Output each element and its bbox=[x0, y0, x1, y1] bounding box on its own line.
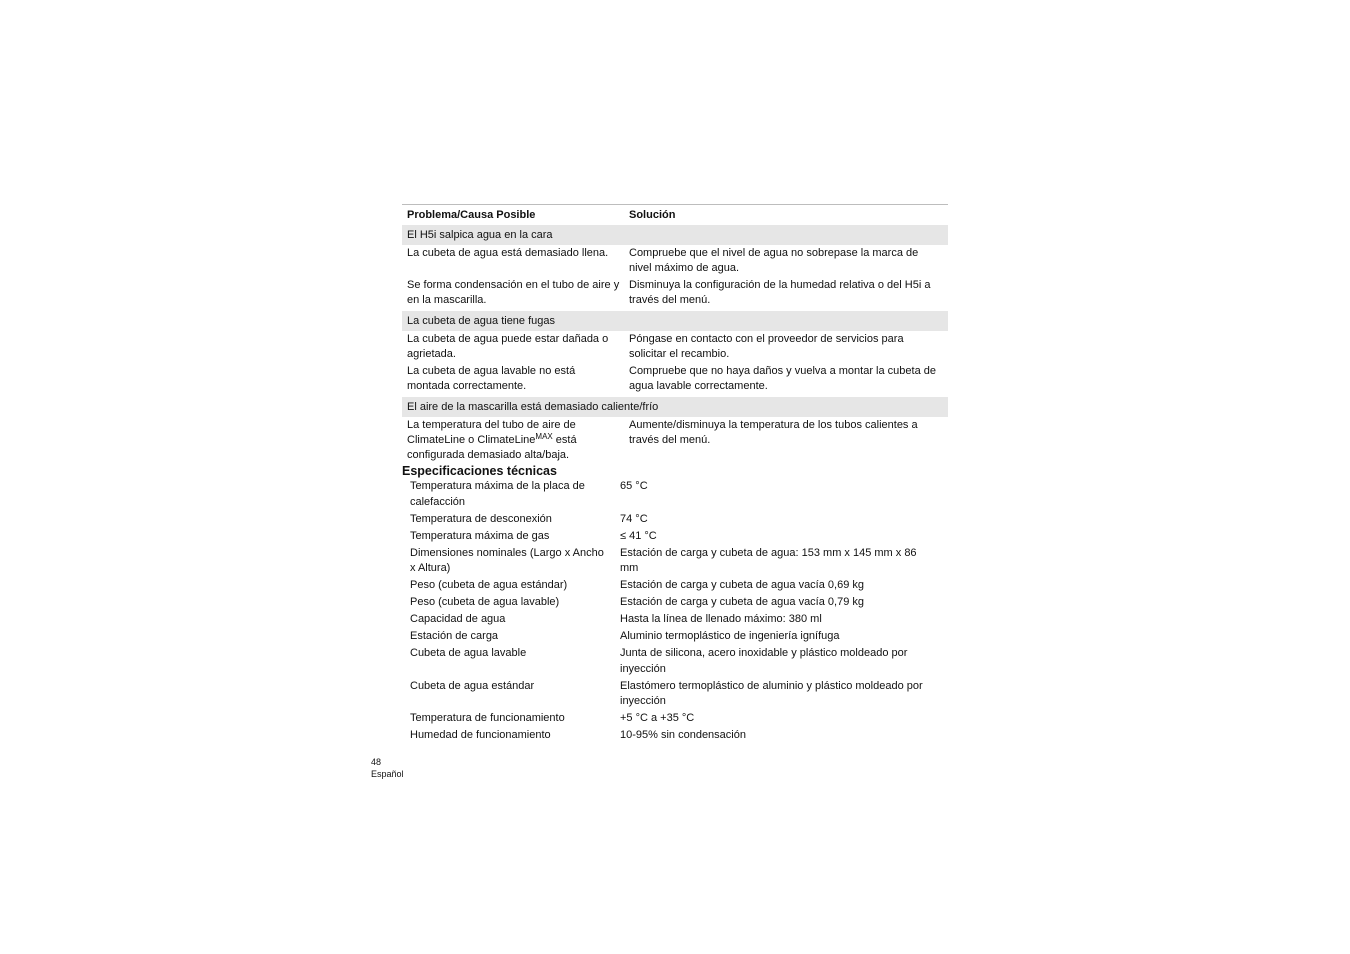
table-header bbox=[402, 205, 948, 225]
header-solution: Solución bbox=[629, 209, 676, 221]
spec-row bbox=[410, 679, 948, 710]
spec-label: Cubeta de agua estándar bbox=[410, 679, 535, 692]
section-title: La cubeta de agua tiene fugas bbox=[402, 311, 948, 331]
spec-label: Temperatura máxima de gas bbox=[410, 529, 550, 542]
spec-row bbox=[410, 479, 948, 510]
cause-cell: La cubeta de agua puede estar dañada o agrietada. bbox=[407, 333, 609, 360]
solution-cell: Póngase en contacto con el proveedor de servicios para solicitar el recambio. bbox=[629, 333, 904, 360]
table-row bbox=[402, 417, 948, 464]
spec-row bbox=[410, 728, 948, 744]
spec-label: Humedad de funcionamiento bbox=[410, 729, 551, 741]
troubleshooting-table bbox=[402, 204, 948, 464]
spec-value: Elastómero termoplástico de aluminio y plástico moldeado por inyección bbox=[620, 679, 923, 707]
section-title: El H5i salpica agua en la cara bbox=[402, 225, 948, 245]
table-row bbox=[402, 245, 948, 277]
cause-cell bbox=[402, 418, 629, 463]
language-label: Español bbox=[371, 769, 404, 779]
spec-label: Capacidad de agua bbox=[410, 613, 506, 625]
spec-row bbox=[410, 529, 948, 545]
spec-label: Temperatura de funcionamiento bbox=[410, 712, 565, 724]
spec-value: ≤ 41 °C bbox=[620, 529, 657, 542]
spec-row bbox=[410, 612, 948, 628]
spec-value: 74 °C bbox=[620, 512, 648, 525]
spec-row bbox=[410, 629, 948, 645]
spec-label: Peso (cubeta de agua lavable) bbox=[410, 596, 560, 608]
solution-cell: Compruebe que el nivel de agua no sobrepase la marca de nivel máximo de agua. bbox=[629, 247, 919, 274]
spec-row bbox=[410, 595, 948, 611]
spec-value: +5 °C a +35 °C bbox=[620, 712, 695, 724]
spec-value: Hasta la línea de llenado máximo: 380 ml bbox=[620, 613, 822, 625]
spec-value: Estación de carga y cubeta de agua: 153 mm x 145 mm x 86 mm bbox=[620, 546, 917, 574]
spec-value: Estación de carga y cubeta de agua vacía 0,79 kg bbox=[620, 596, 864, 608]
spec-value: 65 °C bbox=[620, 480, 648, 492]
cause-text-end: está configurada demasiado alta/baja. bbox=[407, 434, 577, 461]
solution-cell: Compruebe que no haya daños y vuelva a montar la cubeta de agua lavable correctamente. bbox=[629, 365, 936, 392]
specs-table bbox=[410, 479, 948, 745]
spec-label: Peso (cubeta de agua estándar) bbox=[410, 579, 568, 591]
solution-cell: Aumente/disminuya la temperatura de los tubos calientes a través del menú. bbox=[629, 419, 918, 446]
header-problem: Problema/Causa Posible bbox=[407, 209, 536, 221]
spec-label: Cubeta de agua lavable bbox=[410, 647, 527, 659]
spec-value: Estación de carga y cubeta de agua vacía 0,69 kg bbox=[620, 579, 864, 591]
table-row bbox=[402, 331, 948, 363]
spec-value: Aluminio termoplástico de ingeniería ignífuga bbox=[620, 630, 840, 642]
table-row bbox=[402, 277, 948, 309]
spec-row bbox=[410, 578, 948, 594]
max-superscript: MAX bbox=[535, 432, 553, 441]
section-title: El aire de la mascarilla está demasiado caliente/frío bbox=[402, 397, 948, 417]
cause-text: La temperatura del tubo de aire de ClimateLine o ClimateLine bbox=[407, 419, 576, 446]
spec-label: Temperatura de desconexión bbox=[410, 512, 552, 525]
cause-cell: Se forma condensación en el tubo de aire y en la mascarilla. bbox=[407, 279, 620, 306]
spec-row bbox=[410, 546, 948, 577]
solution-cell: Disminuya la configuración de la humedad relativa o del H5i a través del menú. bbox=[629, 279, 931, 306]
spec-row bbox=[410, 711, 948, 727]
spec-label: Dimensiones nominales (Largo x Ancho x Altura) bbox=[410, 546, 604, 574]
spec-label: Estación de carga bbox=[410, 630, 499, 642]
cause-cell: La cubeta de agua está demasiado llena. bbox=[407, 247, 609, 259]
page-footer bbox=[371, 756, 404, 780]
spec-row bbox=[410, 646, 948, 677]
specs-title: Especificaciones técnicas bbox=[402, 464, 557, 478]
spec-label: Temperatura máxima de la placa de calefacción bbox=[410, 480, 585, 508]
table-row bbox=[402, 363, 948, 395]
page-number: 48 bbox=[371, 757, 382, 767]
spec-value: Junta de silicona, acero inoxidable y plástico moldeado por inyección bbox=[620, 647, 908, 675]
spec-row bbox=[410, 512, 948, 528]
cause-cell: La cubeta de agua lavable no está montada correctamente. bbox=[407, 365, 576, 392]
spec-value: 10-95% sin condensación bbox=[620, 729, 746, 741]
